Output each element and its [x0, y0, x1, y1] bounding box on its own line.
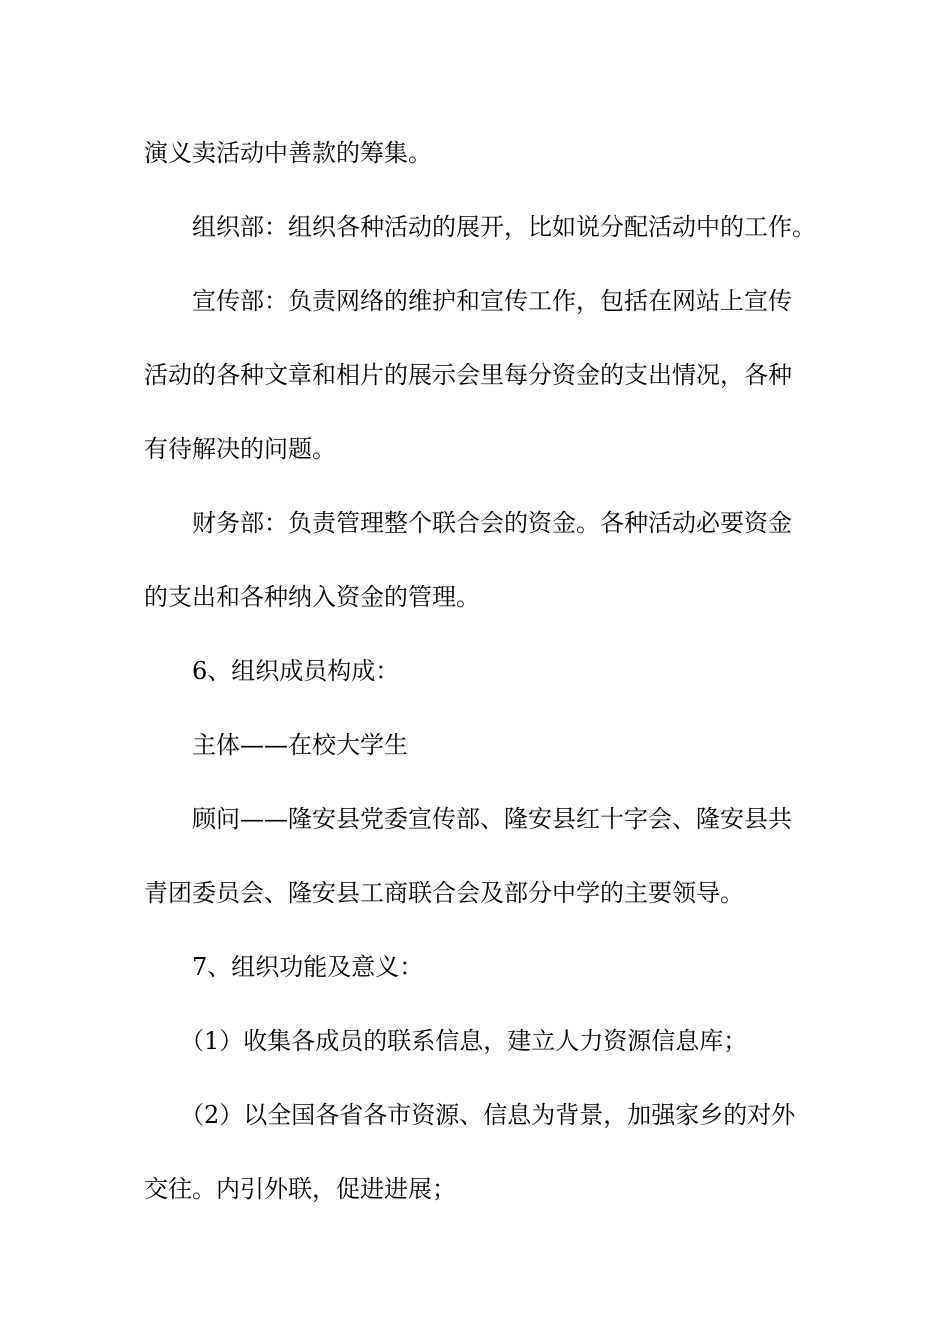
list-item-2: （2）以全国各省各市资源、信息为背景，加强家乡的对外	[180, 1101, 796, 1129]
section-heading-functions: 7、组织功能及意义：	[192, 953, 424, 981]
paragraph-line: 有待解决的问题。	[144, 435, 336, 463]
list-item-1: （1）收集各成员的联系信息，建立人力资源信息库；	[180, 1027, 748, 1055]
paragraph-organization-dept: 组织部：组织各种活动的展开，比如说分配活动中的工作。	[192, 213, 816, 241]
paragraph-advisors: 顾问——隆安县党委宣传部、隆安县红十字会、隆安县共	[192, 805, 792, 833]
paragraph-line: 交往。内引外联，促进进展；	[144, 1175, 456, 1203]
document-body	[144, 128, 816, 1238]
paragraph-line: 活动的各种文章和相片的展示会里每分资金的支出情况，各种	[144, 361, 792, 389]
paragraph-main-body: 主体——在校大学生	[192, 731, 408, 759]
paragraph-finance-dept: 财务部：负责管理整个联合会的资金。各种活动必要资金	[192, 509, 792, 537]
paragraph-line: 青团委员会、隆安县工商联合会及部分中学的主要领导。	[144, 879, 744, 907]
paragraph-publicity-dept: 宣传部：负责网络的维护和宣传工作，包括在网站上宣传	[192, 287, 792, 315]
section-heading-members: 6、组织成员构成：	[192, 657, 400, 685]
paragraph-line: 演义卖活动中善款的筹集。	[144, 139, 432, 167]
paragraph-line: 的支出和各种纳入资金的管理。	[144, 583, 480, 611]
